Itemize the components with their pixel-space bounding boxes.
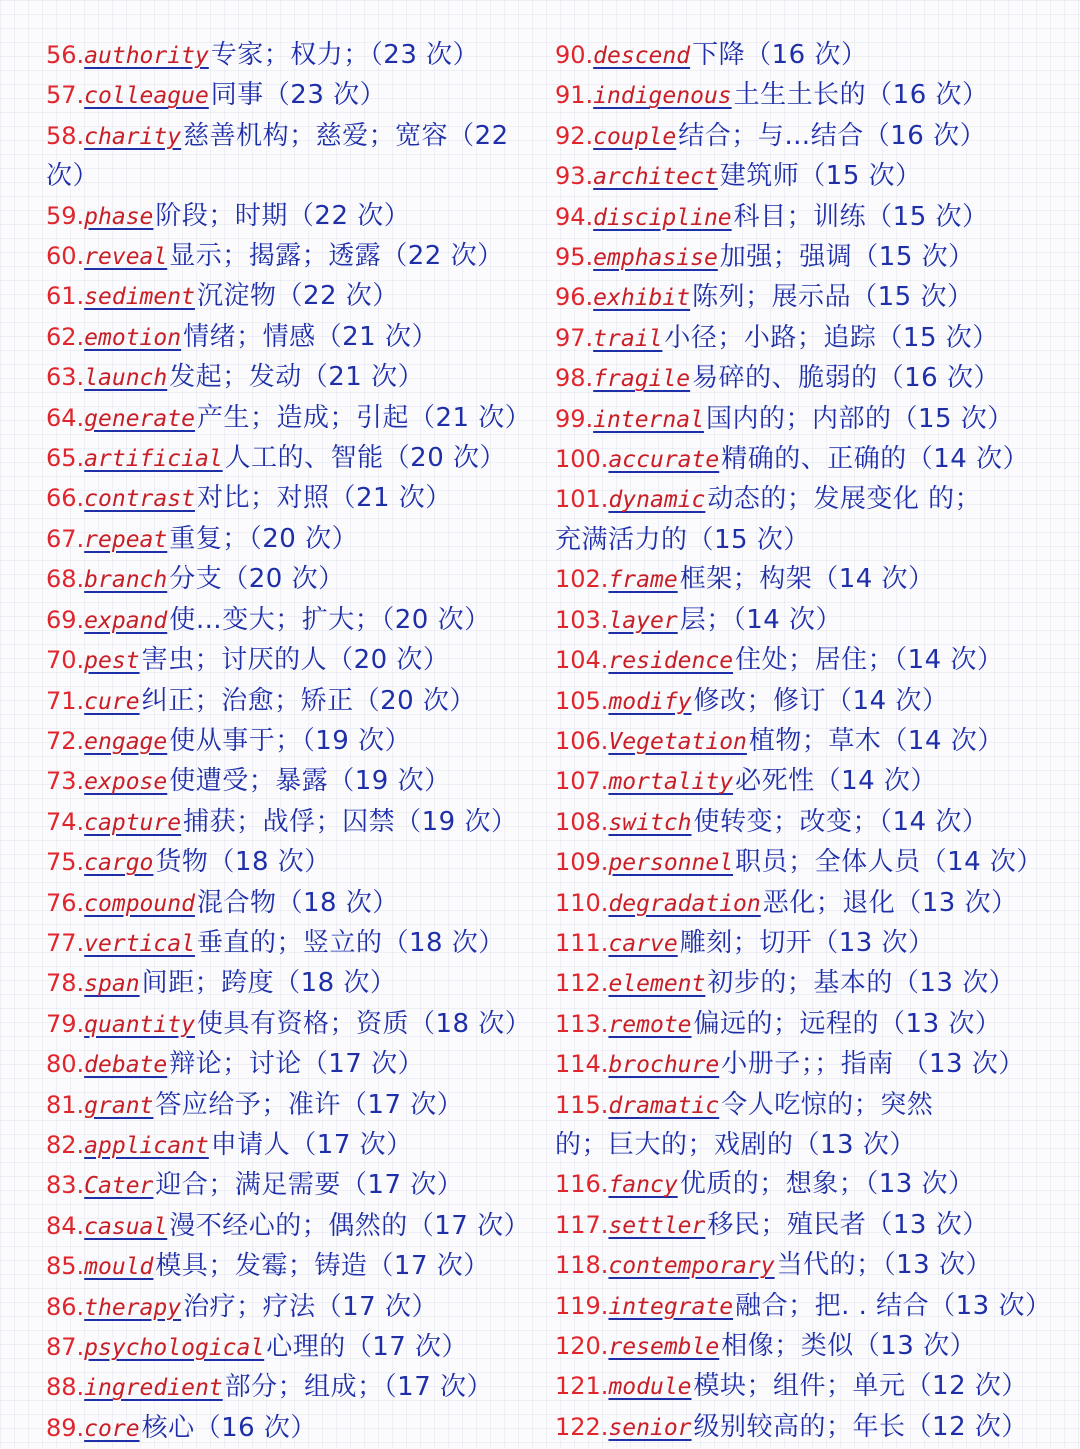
entry-meaning: 漫不经心的；偶然的（17 次） <box>169 1210 531 1241</box>
vocab-entry <box>46 1288 536 1328</box>
entry-number: 66. <box>46 484 85 513</box>
entry-meaning: 层；（14 次） <box>679 604 843 635</box>
entry-word: residence <box>608 648 734 675</box>
entry-word: fragile <box>593 366 691 393</box>
entry-meaning: 小册子；；指南 （13 次） <box>721 1049 1025 1080</box>
entry-meaning: 融合；把. . 结合（13 次） <box>735 1290 1052 1321</box>
entry-word: discipline <box>593 204 732 231</box>
vocab-entry <box>46 197 536 237</box>
entry-word: charity <box>84 123 182 150</box>
entry-word: compound <box>84 890 195 917</box>
entry-number: 92. <box>555 121 594 150</box>
entry-meaning: 混合物（18 次） <box>196 887 399 918</box>
entry-meaning: 捕获；战俘；囚禁（19 次） <box>183 806 518 837</box>
entry-meaning: 植物；草木（14 次） <box>748 725 1004 756</box>
entry-word: grant <box>84 1092 154 1119</box>
entry-number: 65. <box>46 444 85 473</box>
entry-number: 59. <box>46 201 85 230</box>
vocab-entry <box>46 560 536 600</box>
entry-word: cargo <box>84 850 154 877</box>
vocab-entry <box>46 277 536 317</box>
entry-meaning: 产生；造成；引起（21 次） <box>196 402 532 433</box>
entry-number: 73. <box>46 767 85 796</box>
vocab-entry <box>555 1005 1075 1045</box>
vocab-entry <box>46 1409 536 1449</box>
entry-number: 105. <box>555 686 609 715</box>
entry-meaning: 加强；强调（15 次） <box>719 242 975 273</box>
entry-word: dramatic <box>608 1092 720 1119</box>
entry-meaning: 小径；小路；追踪（15 次） <box>664 322 999 353</box>
entry-word: expose <box>84 769 168 796</box>
entry-word: accurate <box>608 447 720 474</box>
entry-word: descend <box>593 43 691 69</box>
entry-meaning: 答应给予；准许（17 次） <box>155 1089 464 1120</box>
entry-number: 57. <box>46 81 85 110</box>
entry-number: 60. <box>46 242 85 271</box>
vocab-entry <box>555 1367 1075 1407</box>
vocab-entry <box>46 36 536 76</box>
entry-meaning: 使具有资格；资质（18 次） <box>196 1008 532 1039</box>
entry-meaning: 阶段；时期（22 次） <box>155 200 411 231</box>
entry-meaning: 精确的、正确的（14 次） <box>721 444 1030 475</box>
entry-number: 120. <box>555 1332 609 1360</box>
vocab-entry <box>555 157 1075 197</box>
entry-word: modify <box>608 688 692 715</box>
vocab-entry <box>46 439 536 479</box>
entry-number: 81. <box>46 1090 85 1119</box>
entry-word: remote <box>608 1011 692 1038</box>
entry-meaning: 职员；全体人员（14 次） <box>735 847 1043 878</box>
entry-number: 112. <box>555 969 609 998</box>
entry-number: 69. <box>46 605 85 634</box>
entry-word: psychological <box>84 1335 265 1361</box>
vocab-entry <box>46 762 536 802</box>
entry-meaning: 修改；修订（14 次） <box>693 685 949 716</box>
vocab-entry <box>46 1086 536 1126</box>
entry-meaning: 治疗；疗法（17 次） <box>183 1291 438 1322</box>
entry-word: applicant <box>84 1132 209 1159</box>
entry-number: 68. <box>46 565 85 594</box>
vocab-column-left <box>46 36 536 1449</box>
vocab-entry <box>46 1166 536 1206</box>
entry-meaning: 重复；（20 次） <box>169 523 359 554</box>
entry-word: switch <box>608 809 692 836</box>
entry-word: vertical <box>84 930 195 957</box>
entry-meaning: 令人吃惊的；突然 <box>721 1089 934 1120</box>
entry-number: 97. <box>555 323 594 352</box>
entry-meaning: 偏远的；远程的（13 次） <box>693 1008 1002 1039</box>
entry-number: 72. <box>46 726 85 755</box>
vocab-entry <box>555 1327 1075 1367</box>
vocab-entry <box>46 358 536 398</box>
entry-meaning: 动态的；发展变化 的； <box>707 484 982 515</box>
entry-number: 91. <box>555 81 594 110</box>
entry-word: Vegetation <box>608 728 747 755</box>
entry-number: 119. <box>555 1291 609 1320</box>
entry-number: 79. <box>46 1009 85 1038</box>
entry-number: 67. <box>46 524 85 553</box>
entry-meaning-continued: 次） <box>46 161 100 192</box>
entry-word: brochure <box>608 1052 720 1079</box>
entry-word: contrast <box>84 486 195 513</box>
entry-word: integrate <box>608 1293 734 1320</box>
vocab-entry <box>46 1126 536 1166</box>
entry-word: dynamic <box>608 487 706 514</box>
entry-word: colleague <box>84 83 209 110</box>
vocab-entry <box>46 1328 536 1368</box>
entry-meaning: 心理的（17 次） <box>266 1332 469 1362</box>
entry-number: 108. <box>555 807 609 836</box>
entry-number: 87. <box>46 1333 85 1361</box>
vocab-entry <box>555 359 1075 399</box>
vocab-entry <box>555 964 1075 1004</box>
vocab-entry <box>555 722 1075 762</box>
entry-meaning: 害虫；讨厌的人（20 次） <box>141 645 450 676</box>
entry-number: 64. <box>46 403 85 432</box>
entry-word: frame <box>608 567 678 594</box>
entry-number: 58. <box>46 121 85 150</box>
entry-meaning: 使遭受；暴露（19 次） <box>169 766 451 797</box>
entry-meaning: 当代的；（13 次） <box>776 1250 992 1281</box>
entry-meaning: 科目；训练（15 次） <box>733 201 989 232</box>
entry-meaning: 人工的、智能（20 次） <box>224 443 507 474</box>
entry-word: authority <box>84 43 209 69</box>
entry-number: 99. <box>555 404 594 433</box>
vocab-entry <box>555 1206 1075 1246</box>
vocab-entry <box>555 843 1075 883</box>
entry-meaning: 必死性（14 次） <box>735 766 937 797</box>
entry-word: pest <box>84 648 140 675</box>
entry-word: emotion <box>84 324 182 351</box>
vocab-entry <box>46 237 536 277</box>
vocab-entry <box>555 480 1075 560</box>
entry-meaning: 陈列；展示品（15 次） <box>692 282 974 313</box>
entry-number: 103. <box>555 605 609 634</box>
entry-word: emphasise <box>593 245 718 272</box>
entry-number: 95. <box>555 243 594 272</box>
entry-number: 86. <box>46 1292 85 1321</box>
entry-word: internal <box>593 406 704 433</box>
entry-meaning: 建筑师（15 次） <box>719 161 922 192</box>
vocab-entry <box>555 278 1075 318</box>
entry-word: couple <box>593 123 677 150</box>
entry-meaning: 沉淀物（22 次） <box>196 281 399 312</box>
entry-number: 75. <box>46 848 85 877</box>
entry-word: Cater <box>84 1173 154 1200</box>
vocab-entry <box>555 884 1075 924</box>
entry-number: 116. <box>555 1170 609 1199</box>
entry-number: 78. <box>46 969 85 998</box>
entry-number: 104. <box>555 646 609 675</box>
vocab-entry <box>555 440 1075 480</box>
entry-meaning: 纠正；治愈；矫正（20 次） <box>141 685 476 716</box>
entry-word: launch <box>84 365 168 392</box>
entry-meaning: 垂直的；竖立的（18 次） <box>196 927 505 958</box>
entry-word: repeat <box>84 526 168 553</box>
entry-number: 85. <box>46 1252 85 1281</box>
entry-number: 96. <box>555 283 594 312</box>
entry-word: architect <box>593 164 718 191</box>
vocab-entry <box>555 1045 1075 1085</box>
entry-word: span <box>84 971 140 998</box>
entry-number: 93. <box>555 162 594 191</box>
entry-meaning: 显示；揭露；透露（22 次） <box>169 241 504 272</box>
entry-number: 84. <box>46 1211 85 1240</box>
entry-number: 77. <box>46 928 85 957</box>
entry-meaning: 货物（18 次） <box>155 847 331 878</box>
entry-number: 90. <box>555 41 594 69</box>
vocab-entry <box>46 641 536 681</box>
entry-number: 101. <box>555 485 609 514</box>
vocab-entry <box>555 924 1075 964</box>
vocab-entry <box>555 1165 1075 1205</box>
vocab-entry <box>46 1045 536 1085</box>
vocab-entry <box>46 722 536 762</box>
entry-number: 114. <box>555 1050 609 1079</box>
entry-meaning: 住处；居住；（14 次） <box>735 645 1004 676</box>
entry-word: casual <box>84 1213 168 1240</box>
entry-meaning: 框架；构架（14 次） <box>679 564 935 595</box>
entry-number: 82. <box>46 1130 85 1159</box>
entry-number: 113. <box>555 1009 609 1038</box>
entry-word: mortality <box>608 769 734 796</box>
vocab-entry <box>46 1368 536 1408</box>
entry-meaning: 初步的；基本的（13 次） <box>707 968 1016 999</box>
entry-meaning: 使从事于；（19 次） <box>169 725 412 756</box>
entry-number: 117. <box>555 1210 609 1239</box>
entry-word: carve <box>608 930 678 957</box>
entry-meaning: 雕刻；切开（13 次） <box>679 927 935 958</box>
entry-word: quantity <box>84 1011 195 1038</box>
entry-number: 106. <box>555 726 609 755</box>
entry-meaning: 优质的；想象；（13 次） <box>679 1169 975 1200</box>
vocab-entry <box>555 238 1075 278</box>
entry-word: personnel <box>608 850 734 877</box>
vocab-entry <box>46 1207 536 1247</box>
entry-number: 102. <box>555 565 609 594</box>
vocab-entry <box>555 1287 1075 1327</box>
vocab-entry <box>46 1247 536 1287</box>
entry-meaning: 辩论；讨论（17 次） <box>169 1049 425 1080</box>
entry-number: 80. <box>46 1050 85 1079</box>
entry-meaning: 结合；与…结合（16 次） <box>678 120 987 151</box>
entry-meaning: 相像；类似（13 次） <box>721 1331 977 1361</box>
vocab-entry <box>555 76 1075 116</box>
entry-meaning: 发起；发动（21 次） <box>169 362 425 393</box>
vocab-entry <box>46 682 536 722</box>
entry-number: 74. <box>46 807 85 836</box>
entry-meaning: 下降（16 次） <box>692 40 868 70</box>
entry-meaning: 模块；组件；单元（12 次） <box>693 1371 1028 1402</box>
vocab-entry <box>555 400 1075 440</box>
entry-word: therapy <box>84 1294 182 1321</box>
vocab-entry <box>555 682 1075 722</box>
entry-word: degradation <box>608 890 761 917</box>
entry-number: 63. <box>46 363 85 392</box>
entry-word: expand <box>84 607 168 634</box>
vocab-entry <box>46 964 536 1004</box>
vocab-entry <box>46 884 536 924</box>
entry-meaning: 迎合；满足需要（17 次） <box>155 1170 464 1201</box>
entry-meaning: 级别较高的；年长（12 次） <box>693 1411 1028 1442</box>
entry-meaning: 恶化；退化（13 次） <box>762 887 1018 918</box>
entry-number: 71. <box>46 686 85 715</box>
vocab-entry <box>46 117 536 197</box>
entry-meaning: 国内的；内部的（15 次） <box>705 403 1014 434</box>
vocab-entry <box>555 803 1075 843</box>
entry-number: 107. <box>555 767 609 796</box>
vocab-entry <box>46 520 536 560</box>
vocab-entry <box>555 117 1075 157</box>
entry-number: 70. <box>46 646 85 675</box>
entry-meaning: 易碎的、脆弱的（16 次） <box>692 363 1000 394</box>
entry-meaning-continued: 的；巨大的；戏剧的（13 次） <box>555 1129 916 1160</box>
entry-meaning: 核心（16 次） <box>141 1412 317 1443</box>
entry-number: 76. <box>46 888 85 917</box>
vocab-entry <box>555 762 1075 802</box>
entry-number: 94. <box>555 202 594 231</box>
entry-meaning: 同事（23 次） <box>210 80 387 111</box>
entry-word: trail <box>593 325 663 352</box>
entry-word: senior <box>608 1414 692 1441</box>
vocab-entry <box>555 641 1075 681</box>
entry-number: 110. <box>555 888 609 917</box>
vocab-entry <box>555 1246 1075 1286</box>
entry-word: phase <box>84 203 154 230</box>
entry-number: 56. <box>46 41 85 69</box>
entry-number: 89. <box>46 1413 85 1442</box>
entry-word: engage <box>84 728 168 755</box>
entry-number: 62. <box>46 322 85 351</box>
vocab-entry <box>555 1086 1075 1166</box>
vocab-entry <box>46 843 536 883</box>
vocab-entry <box>46 601 536 641</box>
vocab-entry <box>555 319 1075 359</box>
entry-word: resemble <box>608 1334 720 1360</box>
entry-number: 98. <box>555 364 594 393</box>
entry-word: branch <box>84 567 168 594</box>
entry-word: cure <box>84 688 140 715</box>
vocab-entry <box>46 76 536 116</box>
entry-number: 100. <box>555 445 609 474</box>
entry-number: 61. <box>46 282 85 311</box>
entry-word: reveal <box>84 244 168 271</box>
entry-word: debate <box>84 1052 168 1079</box>
entry-meaning: 土生土长的（16 次） <box>733 80 989 111</box>
entry-word: sediment <box>84 284 195 311</box>
vocab-entry <box>555 560 1075 600</box>
entry-word: element <box>608 971 706 998</box>
entry-word: core <box>84 1415 140 1442</box>
entry-meaning: 专家；权力；（23 次） <box>210 40 480 70</box>
vocab-entry <box>555 198 1075 238</box>
vocab-entry <box>46 803 536 843</box>
entry-word: artificial <box>84 446 223 473</box>
entry-word: module <box>608 1374 692 1401</box>
vocab-entry <box>46 318 536 358</box>
entry-word: layer <box>608 607 678 634</box>
entry-word: settler <box>608 1212 706 1239</box>
entry-meaning: 部分；组成；（17 次） <box>224 1372 494 1403</box>
entry-word: capture <box>84 809 182 836</box>
entry-number: 115. <box>555 1090 609 1119</box>
entry-word: ingredient <box>84 1375 223 1402</box>
entry-meaning: 申请人（17 次） <box>210 1129 413 1160</box>
entry-word: generate <box>84 405 195 432</box>
entry-number: 122. <box>555 1412 609 1441</box>
entry-meaning: 移民；殖民者（13 次） <box>707 1209 989 1240</box>
entry-number: 83. <box>46 1171 85 1200</box>
entry-word: indigenous <box>593 83 732 110</box>
entry-meaning: 对比；对照（21 次） <box>196 483 452 514</box>
entry-word: mould <box>84 1254 154 1281</box>
vocab-entry <box>46 924 536 964</box>
entry-number: 118. <box>555 1251 609 1280</box>
entry-meaning: 间距；跨度（18 次） <box>141 968 397 999</box>
entry-meaning: 模具；发霉；铸造（17 次） <box>155 1251 490 1282</box>
vocab-entry <box>46 479 536 519</box>
entry-meaning: 使…变大；扩大；（20 次） <box>169 604 491 635</box>
vocab-entry <box>46 1005 536 1045</box>
entry-meaning-continued: 充满活力的（15 次） <box>555 524 810 555</box>
vocab-column-right <box>555 36 1075 1448</box>
entry-meaning: 分支（20 次） <box>169 564 345 595</box>
vocab-entry <box>555 601 1075 641</box>
entry-meaning: 慈善机构；慈爱；宽容（22 <box>183 120 509 151</box>
entry-word: exhibit <box>593 285 691 312</box>
entry-number: 121. <box>555 1372 609 1401</box>
entry-meaning: 使转变；改变；（14 次） <box>693 806 989 837</box>
entry-number: 111. <box>555 928 609 957</box>
vocab-entry <box>46 399 536 439</box>
vocab-entry <box>555 1408 1075 1448</box>
entry-word: fancy <box>608 1172 678 1199</box>
entry-number: 88. <box>46 1373 85 1402</box>
entry-meaning: 情绪；情感（21 次） <box>183 321 438 352</box>
vocab-entry <box>555 36 1075 76</box>
entry-number: 109. <box>555 848 609 877</box>
entry-word: contemporary <box>608 1253 775 1280</box>
